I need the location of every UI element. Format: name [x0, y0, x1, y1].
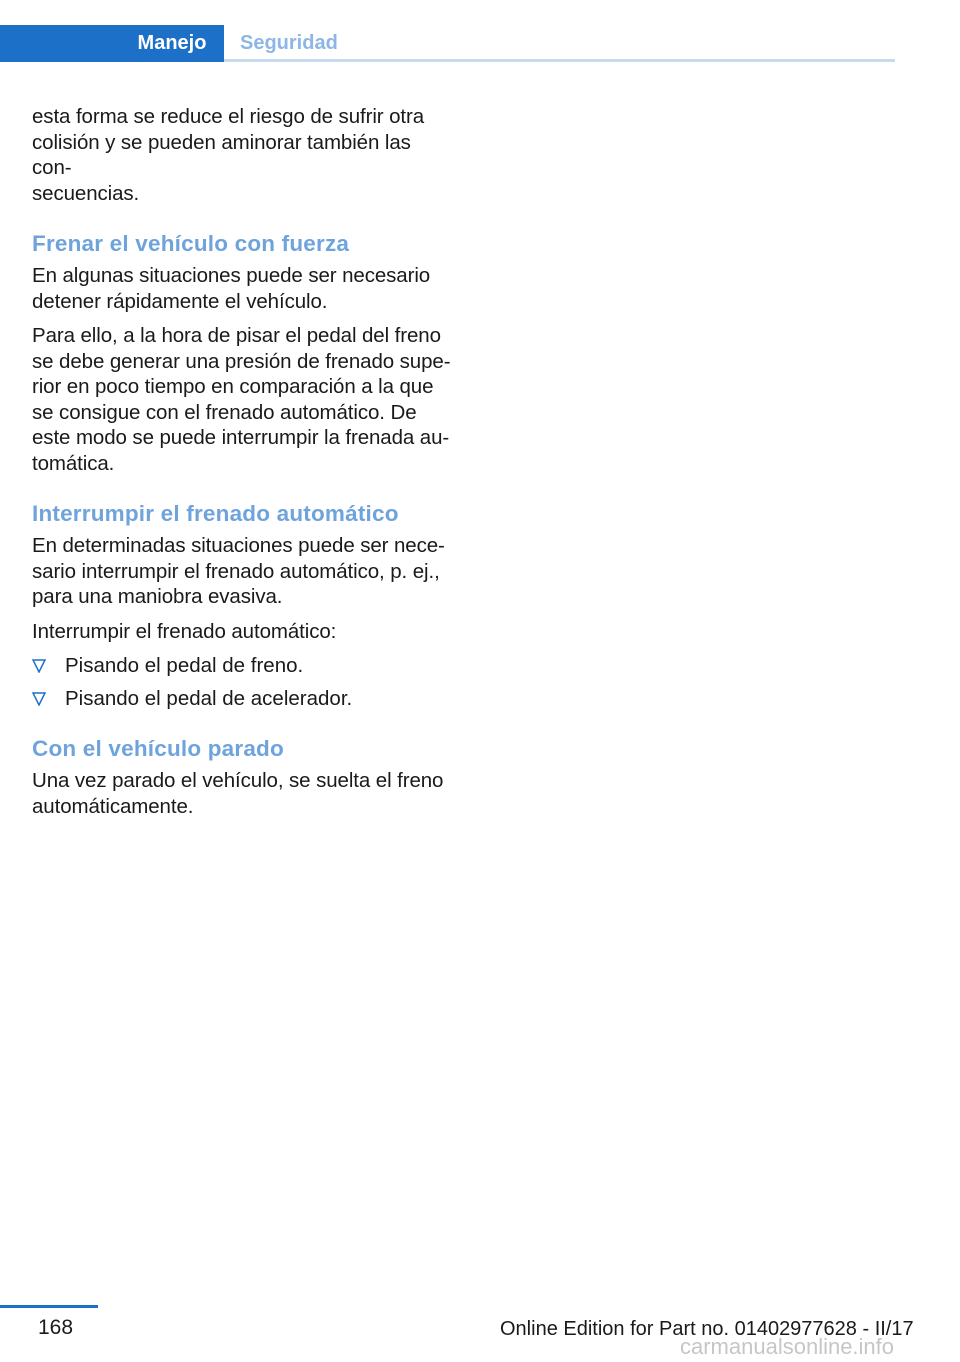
page-header [0, 0, 895, 62]
paragraph: Interrumpir el frenado automático: [32, 619, 337, 643]
main-content [32, 104, 452, 828]
paragraph: En algunas situaciones puede ser necesario detener rápidamente el vehículo. [32, 264, 431, 313]
footer-accent-line [0, 1305, 98, 1308]
bullet-list [32, 653, 452, 711]
intro-paragraph: esta forma se reduce el riesgo de sufrir otra colisión y se pueden aminorar también las con‐ secuencias. [32, 105, 425, 205]
section-heading-frenar: Frenar el vehículo con fuerza [32, 231, 350, 256]
list-item [32, 653, 452, 679]
tab-manejo[interactable]: Manejo [120, 25, 224, 62]
paragraph: Una vez parado el vehículo, se suelta el freno automáticamente. [32, 769, 444, 818]
header-accent-bar [0, 25, 120, 62]
section-heading-parado: Con el vehículo parado [32, 736, 284, 761]
list-item [32, 686, 452, 712]
header-divider [224, 59, 895, 62]
tab-seguridad[interactable]: Seguridad [240, 32, 338, 54]
paragraph: En determinadas situaciones puede ser nece‐ sario interrumpir el frenado automático, p. ej., para una maniobra evasiva. [32, 534, 445, 608]
list-item-text: Pisando el pedal de acelerador. [65, 686, 353, 710]
page-number: 168 [38, 1316, 74, 1339]
section-heading-interrumpir: Interrumpir el frenado automático [32, 501, 399, 526]
edition-text: Online Edition for Part no. 01402977628 - II/17 [500, 1318, 914, 1340]
watermark: carmanualsonline.info [680, 1334, 895, 1359]
triangle-bullet-icon [32, 659, 46, 673]
list-item-text: Pisando el pedal de freno. [65, 654, 304, 677]
triangle-bullet-icon [32, 692, 46, 706]
paragraph: Para ello, a la hora de pisar el pedal del freno se debe generar una presión de frenado supe‐ rior en poco tiempo en comparación a la que se consigue con el frenado automático. De este modo se puede interrumpir la frenada au‐ tomática. [32, 324, 451, 475]
